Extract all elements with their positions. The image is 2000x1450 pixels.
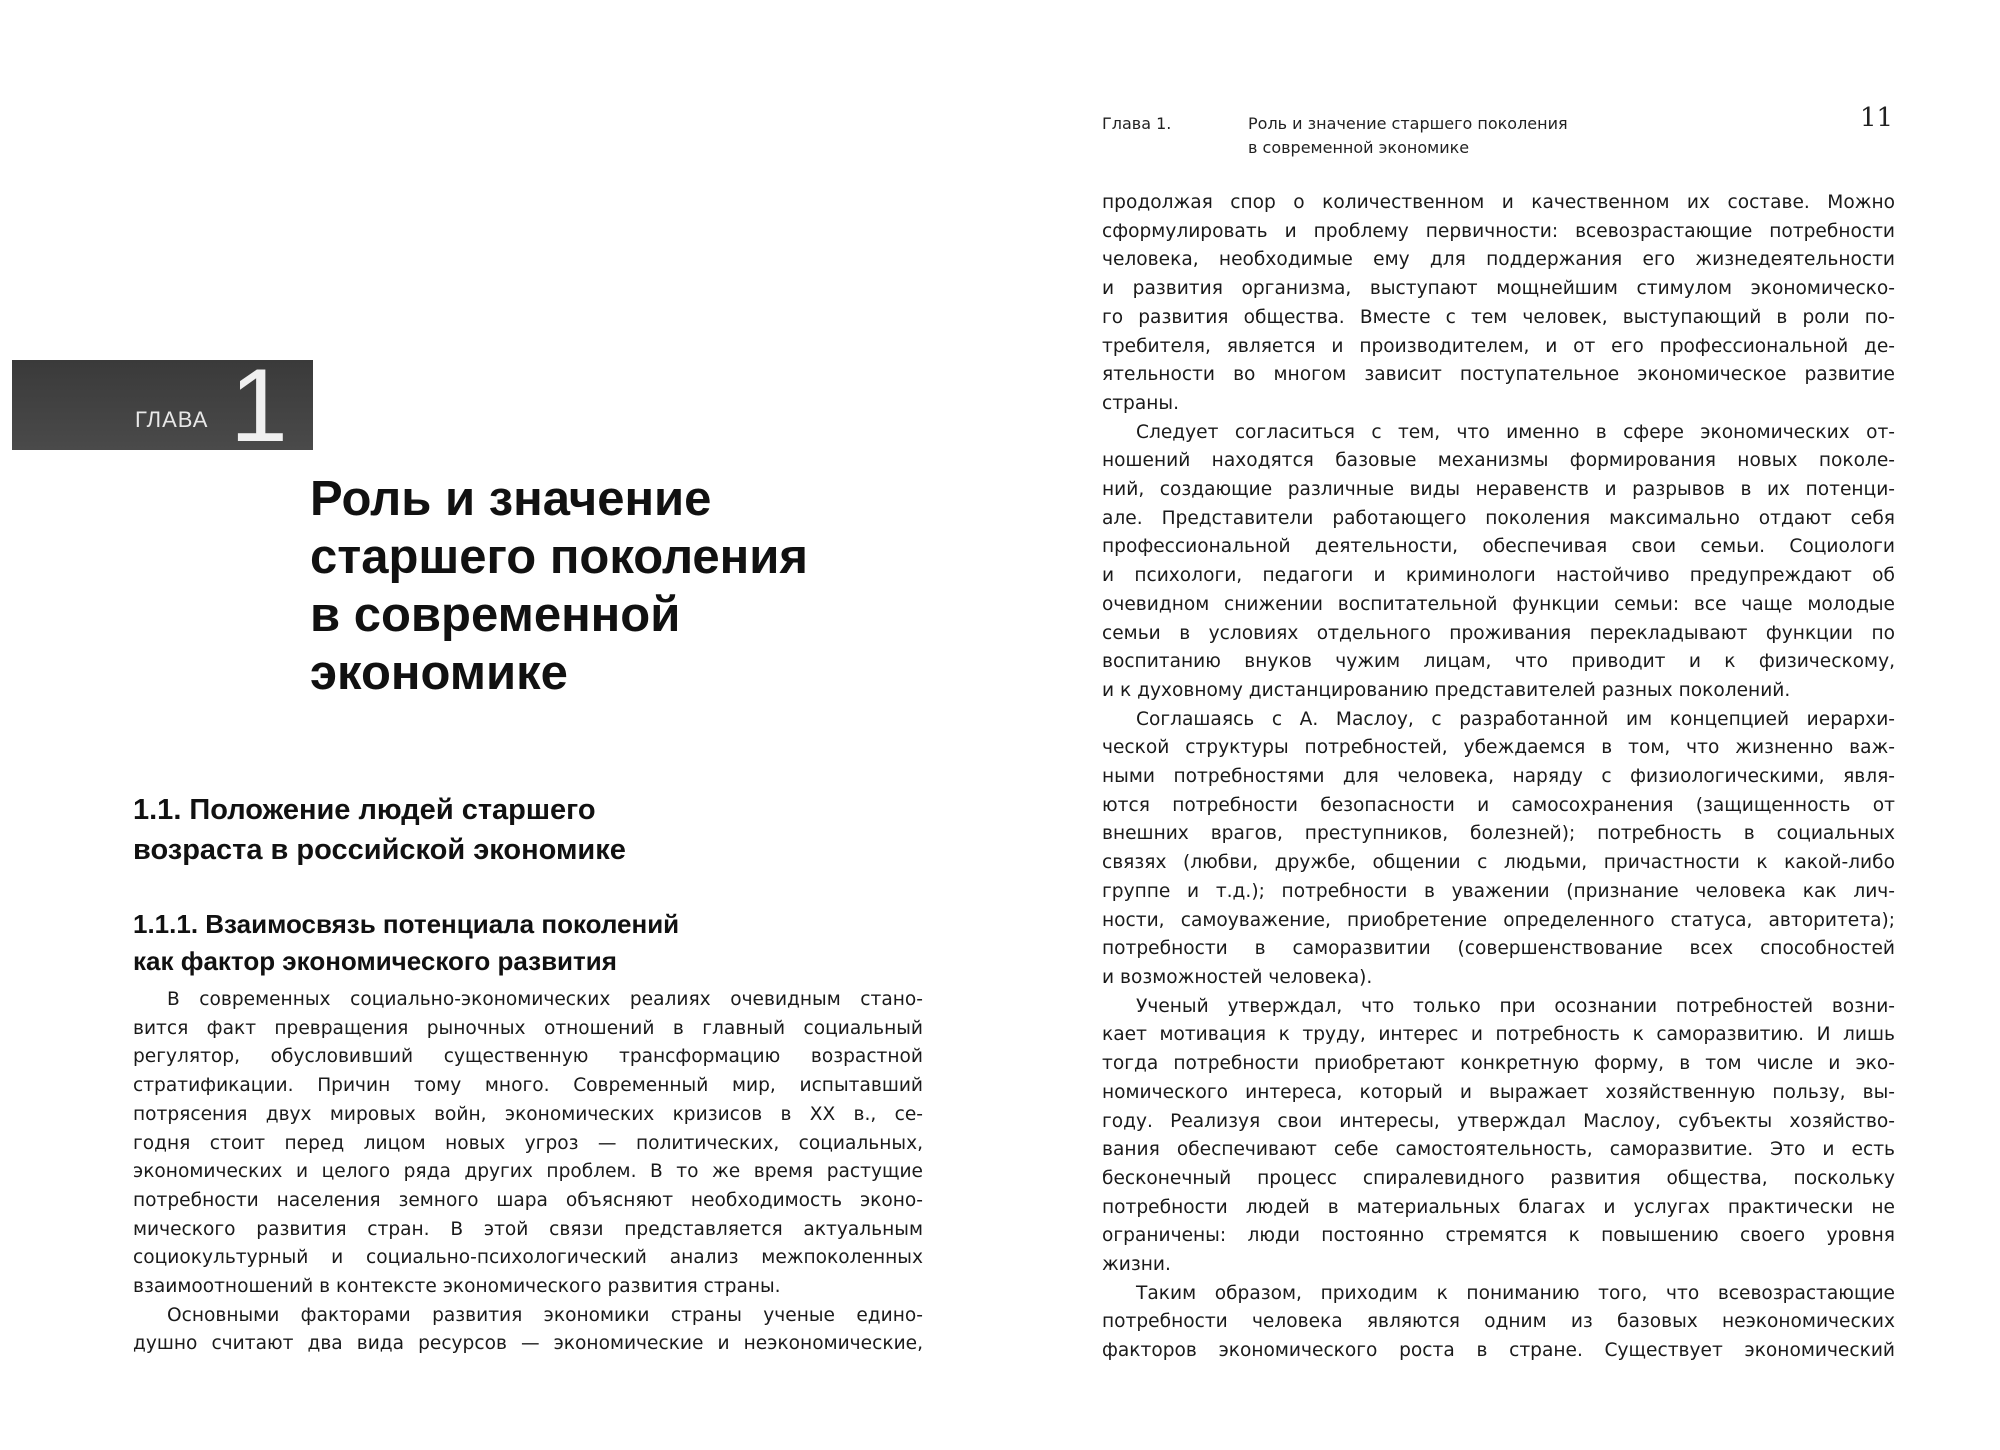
text-line: жизни. xyxy=(1102,1254,1171,1276)
text-line: ными потребностями для человека, наряду с физиологическими, явля- xyxy=(1102,766,1895,788)
running-head-title-line: Роль и значение старшего поколения xyxy=(1248,114,1568,133)
text-line: ются потребности безопасности и самосохранения (защищенность от xyxy=(1102,794,1895,816)
section-heading-line: 1.1. Положение людей старшего xyxy=(133,794,596,826)
subsection-heading-line: 1.1.1. Взаимосвязь потенциала поколений xyxy=(133,909,680,939)
text-line: потребности человека являются одним из базовых неэкономических xyxy=(1102,1311,1895,1333)
text-line: группе и т.д.); потребности в уважении (признание человека как лич- xyxy=(1102,880,1895,902)
text-line: ограничены: люди постоянно стремятся к повышению своего уровня xyxy=(1102,1225,1895,1247)
text-line: страны. xyxy=(1102,392,1179,414)
text-line: требителя, является и производителем, и от его профессиональной де- xyxy=(1102,335,1895,357)
text-line: экономических и целого ряда других проблем. В то же время растущие xyxy=(133,1161,923,1183)
text-line: взаимоотношений в контексте экономического развития страны. xyxy=(133,1276,781,1298)
text-line: семьи в условиях отдельного проживания перекладывают функции по xyxy=(1102,622,1895,644)
text-line: В современных социально-экономических реалиях очевидным стано- xyxy=(167,989,923,1010)
section-heading-line: возраста в российской экономике xyxy=(133,834,626,866)
text-line: факторов экономического роста в стране. Существует экономический xyxy=(1102,1340,1895,1362)
text-line: мического развития стран. В этой связи представляется актуальным xyxy=(133,1218,923,1240)
text-line: кает мотивация к труду, интерес и потребность к саморазвитию. И лишь xyxy=(1102,1024,1895,1046)
chapter-title-line: Роль и значение xyxy=(310,472,712,526)
text-line: ношений находятся базовые механизмы формирования новых поколе- xyxy=(1102,450,1895,472)
text-line: вания обеспечивают себе самостоятельность, саморазвитие. Это и есть xyxy=(1102,1139,1895,1161)
text-line: ятельности во многом зависит поступательное экономическое развитие xyxy=(1102,364,1895,386)
text-line: бесконечный процесс спиралевидного развития общества, поскольку xyxy=(1102,1167,1895,1189)
chapter-word: ГЛАВА xyxy=(135,407,209,432)
subsection-heading-line: как фактор экономического развития xyxy=(133,946,617,976)
text-line: номического интереса, который и выражает хозяйственную пользу, вы- xyxy=(1102,1081,1895,1103)
chapter-badge xyxy=(12,348,313,464)
running-head-chapter: Глава 1. xyxy=(1102,114,1172,133)
text-line: тогда потребности приобретают конкретную форму, в том числе и эко- xyxy=(1102,1053,1895,1075)
text-line: внешних врагов, преступников, болезней); потребность в социальных xyxy=(1102,823,1895,845)
text-line: профессиональной деятельности, обеспечивая свои семьи. Социологи xyxy=(1102,536,1895,558)
text-line: человека, необходимые ему для поддержания его жизнедеятельности xyxy=(1102,249,1895,271)
text-line: Таким образом, приходим к пониманию того, что всевозрастающие xyxy=(1136,1282,1895,1304)
text-line: и возможностей человека). xyxy=(1102,966,1373,988)
text-line: але. Представители работающего поколения максимально отдают себя xyxy=(1102,507,1895,529)
text-line: связях (любви, дружбе, общении с людьми, причастности к какой-либо xyxy=(1102,852,1895,874)
text-line: Ученый утверждал, что только при осознании потребностей возни- xyxy=(1136,995,1895,1017)
chapter-title-line: старшего поколения xyxy=(310,530,808,584)
chapter-title-line: в современной xyxy=(310,588,681,642)
text-line: душно считают два вида ресурсов — экономические и неэкономические, xyxy=(133,1333,923,1355)
text-line: продолжая спор о количественном и качественном их составе. Можно xyxy=(1102,192,1895,213)
text-line: стратификации. Причин тому много. Современный мир, испытавший xyxy=(133,1075,923,1097)
running-head xyxy=(1102,103,1922,172)
text-line: вится факт превращения рыночных отношений в главный социальный xyxy=(133,1017,923,1039)
text-line: и психологи, педагоги и криминологи настойчиво предупреждают об xyxy=(1102,565,1895,587)
text-line: годня стоит перед лицом новых угроз — политических, социальных, xyxy=(133,1132,923,1154)
text-line: ческой структуры потребностей, убеждаемся в том, что жизненно важ- xyxy=(1102,737,1895,759)
text-line: потребности населения земного шара объясняют необходимость эконо- xyxy=(133,1189,923,1211)
text-line: Следует согласиться с тем, что именно в сфере экономических от- xyxy=(1136,421,1895,443)
page-number: 11 xyxy=(1860,103,1894,133)
text-line: и к духовному дистанцированию представителей разных поколений. xyxy=(1102,679,1791,701)
running-head-title-line: в современной экономике xyxy=(1248,138,1470,157)
text-line: очевидном снижении воспитательной функции семьи: все чаще молодые xyxy=(1102,593,1895,615)
text-line: потребности в саморазвитии (совершенствование всех способностей xyxy=(1102,938,1895,960)
chapter-title-line: экономике xyxy=(310,646,568,700)
chapter-title xyxy=(310,470,910,702)
text-line: ности, самоуважение, приобретение определенного статуса, авторитета); xyxy=(1102,909,1895,931)
right-body-text xyxy=(1102,189,1895,1366)
right-page xyxy=(1000,0,2000,1450)
text-line: потрясения двух мировых войн, экономических кризисов в XX в., се- xyxy=(133,1103,923,1125)
text-line: Соглашаясь с А. Маслоу, с разработанной им концепцией иерархи- xyxy=(1136,708,1895,730)
text-line: году. Реализуя свои интересы, утверждал Маслоу, субъекты хозяйство- xyxy=(1102,1110,1895,1132)
subsection-heading xyxy=(133,906,833,980)
text-line: воспитанию внуков чужим лицам, что приводит и к физическому, xyxy=(1102,651,1895,673)
left-body-text xyxy=(133,986,923,1359)
text-line: регулятор, обусловивший существенную трансформацию возрастной xyxy=(133,1046,923,1068)
chapter-number: 1 xyxy=(230,348,288,464)
section-heading xyxy=(133,790,833,870)
text-line: ний, создающие различные виды неравенств и разрывов в их потенци- xyxy=(1102,479,1895,501)
text-line: сформулировать и проблему первичности: всевозрастающие потребности xyxy=(1102,220,1895,242)
text-line: социокультурный и социально-психологический анализ межпоколенных xyxy=(133,1247,923,1269)
text-line: и развития организма, выступают мощнейшим стимулом экономическо- xyxy=(1102,278,1895,300)
running-head-title xyxy=(1248,112,1568,160)
text-line: потребности людей в материальных благах и услугах практически не xyxy=(1102,1196,1895,1218)
text-line: Основными факторами развития экономики страны ученые едино- xyxy=(167,1304,923,1326)
text-line: го развития общества. Вместе с тем человек, выступающий в роли по- xyxy=(1102,306,1895,328)
